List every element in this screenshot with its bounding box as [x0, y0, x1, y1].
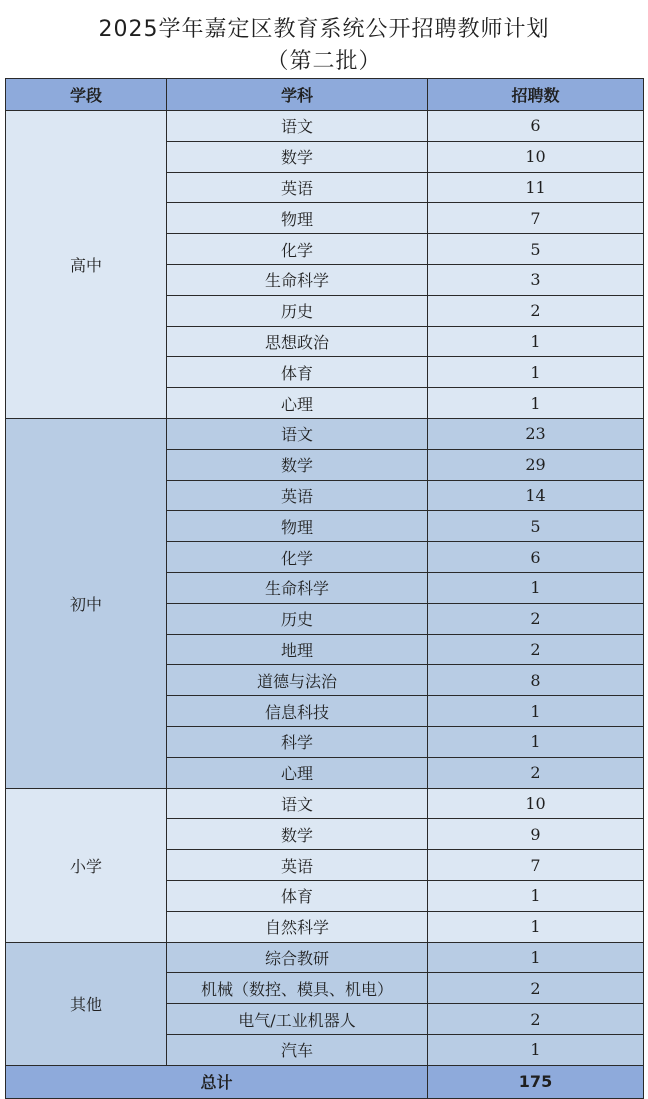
total-label: 总计 [6, 1065, 428, 1098]
count-cell: 5 [428, 234, 644, 265]
count-cell: 1 [428, 911, 644, 942]
subject-cell: 语文 [167, 418, 428, 449]
count-cell: 29 [428, 449, 644, 480]
count-cell: 2 [428, 603, 644, 634]
count-cell: 14 [428, 480, 644, 511]
subject-cell: 生命科学 [167, 572, 428, 603]
header-stage: 学段 [6, 79, 167, 111]
subject-cell: 语文 [167, 111, 428, 142]
count-cell: 2 [428, 757, 644, 788]
subject-cell: 体育 [167, 357, 428, 388]
count-cell: 1 [428, 1034, 644, 1065]
subject-cell: 体育 [167, 880, 428, 911]
count-cell: 1 [428, 696, 644, 727]
total-count: 175 [428, 1065, 644, 1098]
subject-cell: 思想政治 [167, 326, 428, 357]
header-count: 招聘数 [428, 79, 644, 111]
count-cell: 1 [428, 572, 644, 603]
subject-cell: 电气/工业机器人 [167, 1004, 428, 1035]
subject-cell: 物理 [167, 511, 428, 542]
subject-cell: 英语 [167, 172, 428, 203]
table-row [6, 942, 644, 973]
subject-cell: 语文 [167, 788, 428, 819]
subject-cell: 数学 [167, 819, 428, 850]
count-cell: 7 [428, 850, 644, 881]
table-row [6, 418, 644, 449]
count-cell: 3 [428, 264, 644, 295]
subject-cell: 综合教研 [167, 942, 428, 973]
table-row [6, 788, 644, 819]
total-row [6, 1065, 644, 1098]
header-subject: 学科 [167, 79, 428, 111]
count-cell: 1 [428, 388, 644, 419]
count-cell: 6 [428, 111, 644, 142]
subject-cell: 数学 [167, 141, 428, 172]
table-body [6, 111, 644, 1099]
subject-cell: 英语 [167, 850, 428, 881]
subject-cell: 化学 [167, 234, 428, 265]
count-cell: 5 [428, 511, 644, 542]
subject-cell: 物理 [167, 203, 428, 234]
count-cell: 23 [428, 418, 644, 449]
count-cell: 8 [428, 665, 644, 696]
subject-cell: 心理 [167, 757, 428, 788]
count-cell: 9 [428, 819, 644, 850]
subject-cell: 历史 [167, 295, 428, 326]
subject-cell: 英语 [167, 480, 428, 511]
subject-cell: 信息科技 [167, 696, 428, 727]
count-cell: 7 [428, 203, 644, 234]
count-cell: 11 [428, 172, 644, 203]
stage-cell: 其他 [6, 942, 167, 1065]
subject-cell: 汽车 [167, 1034, 428, 1065]
subject-cell: 道德与法治 [167, 665, 428, 696]
table-row [6, 111, 644, 142]
subject-cell: 历史 [167, 603, 428, 634]
page-subtitle: （第二批） [266, 49, 382, 74]
count-cell: 2 [428, 295, 644, 326]
count-cell: 2 [428, 634, 644, 665]
subject-cell: 化学 [167, 542, 428, 573]
count-cell: 2 [428, 1004, 644, 1035]
count-cell: 6 [428, 542, 644, 573]
recruitment-table [5, 78, 644, 1099]
subject-cell: 生命科学 [167, 264, 428, 295]
subject-cell: 数学 [167, 449, 428, 480]
stage-cell: 初中 [6, 418, 167, 788]
count-cell: 1 [428, 726, 644, 757]
table-header-row [6, 79, 644, 111]
subject-cell: 科学 [167, 726, 428, 757]
subject-cell: 机械（数控、模具、机电） [167, 973, 428, 1004]
subject-cell: 自然科学 [167, 911, 428, 942]
stage-cell: 小学 [6, 788, 167, 942]
stage-cell: 高中 [6, 111, 167, 419]
count-cell: 1 [428, 880, 644, 911]
count-cell: 10 [428, 788, 644, 819]
count-cell: 1 [428, 357, 644, 388]
page-title: 2025学年嘉定区教育系统公开招聘教师计划 [98, 17, 550, 42]
subject-cell: 心理 [167, 388, 428, 419]
subject-cell: 地理 [167, 634, 428, 665]
count-cell: 1 [428, 942, 644, 973]
count-cell: 10 [428, 141, 644, 172]
count-cell: 2 [428, 973, 644, 1004]
count-cell: 1 [428, 326, 644, 357]
